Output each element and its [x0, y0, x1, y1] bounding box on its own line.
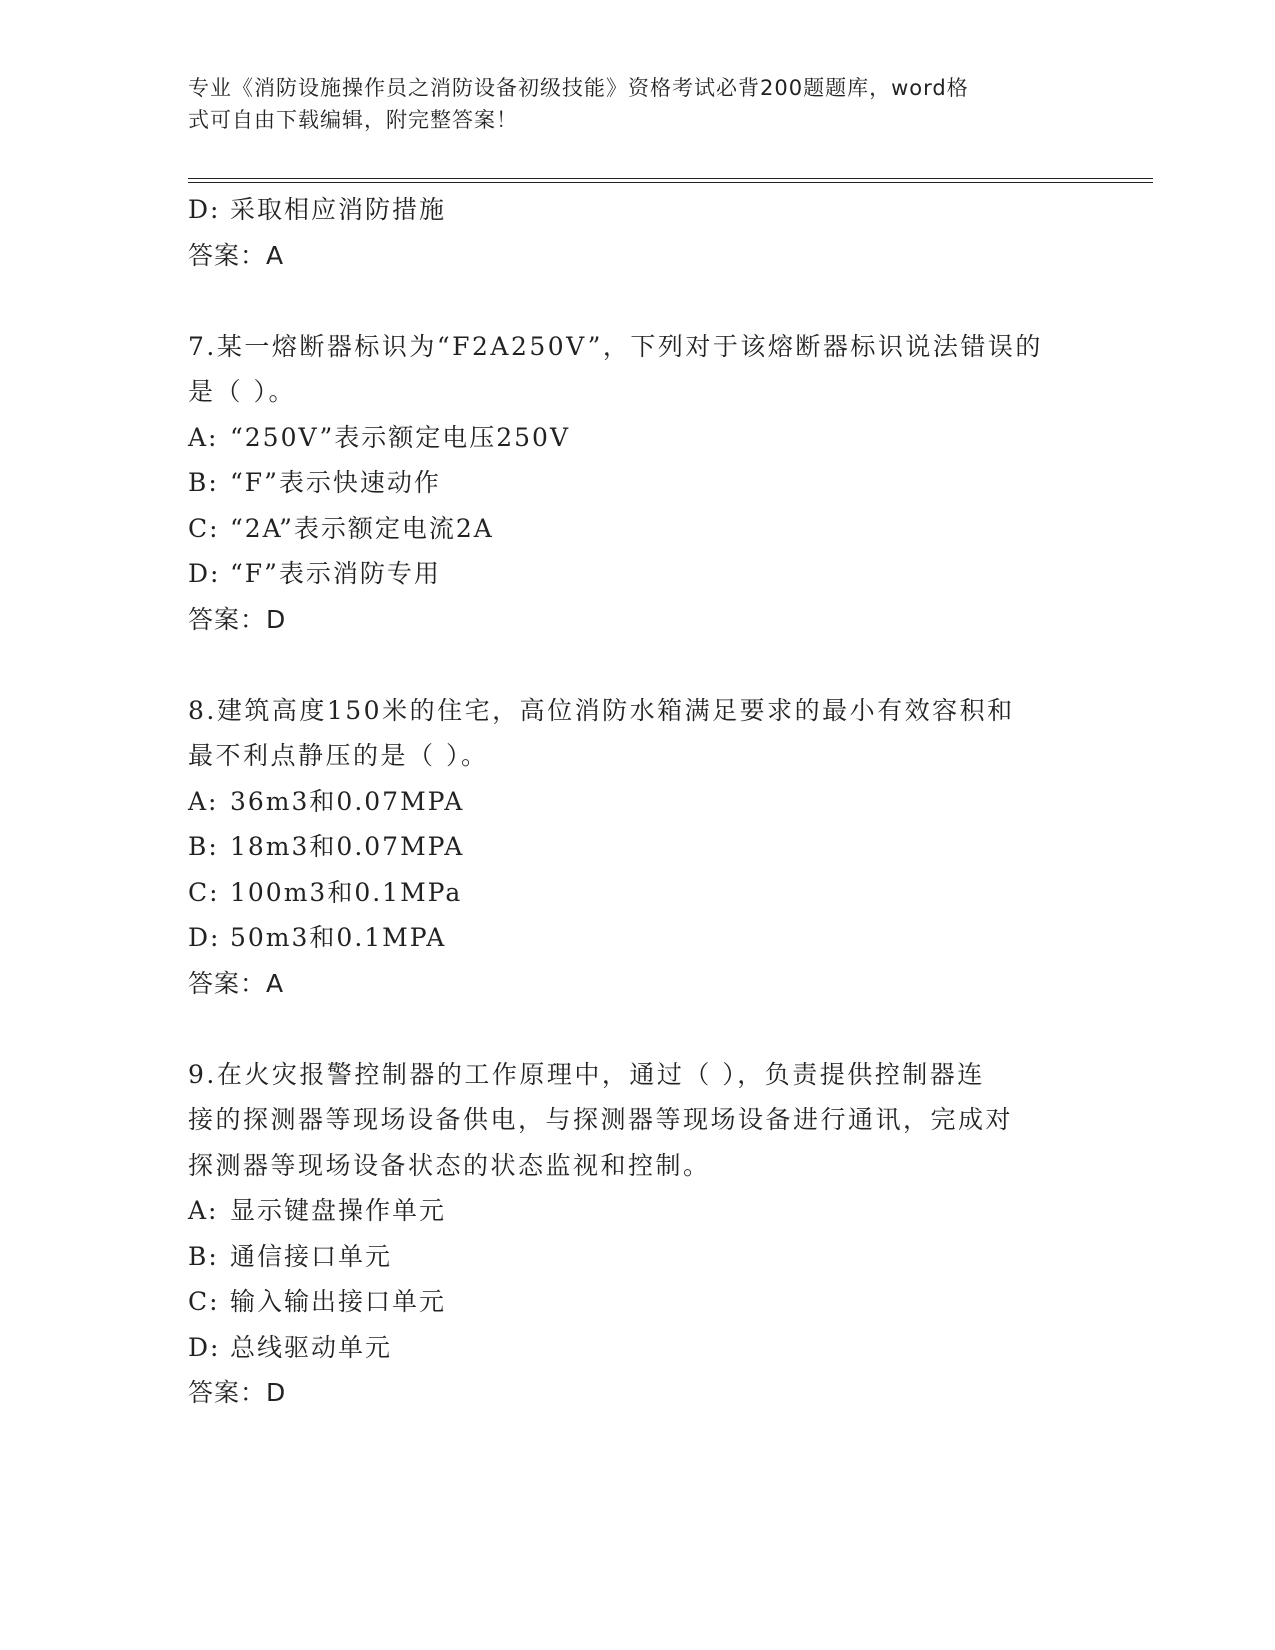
option-label: D: — [188, 195, 221, 224]
prev-answer: 答案：A — [188, 240, 285, 270]
question-8 — [188, 688, 1088, 1007]
question-text-line: 9.在火灾报警控制器的工作原理中，通过（ ），负责提供控制器连 — [188, 1059, 985, 1089]
option-label: A: — [188, 1196, 219, 1225]
question-7 — [188, 324, 1088, 643]
option-label: C: — [188, 513, 220, 543]
question-9 — [188, 1052, 1088, 1416]
option-label: B: — [188, 832, 219, 861]
option-text: “F”表示快速动作 — [230, 468, 441, 497]
option-label: A: — [188, 786, 219, 816]
question-text-line: 接的探测器等现场设备供电，与探测器等现场设备进行通讯，完成对 — [188, 1105, 1014, 1134]
option-text: “250V”表示额定电压250V — [230, 422, 571, 452]
header-line-1: 专业《消防设施操作员之消防设备初级技能》资格考试必背200题题库，word格 — [188, 76, 969, 100]
option-label: D: — [188, 923, 221, 952]
option-label: D: — [188, 559, 221, 588]
option-text: “2A”表示额定电流2A — [230, 513, 494, 543]
question-content — [188, 187, 1088, 1416]
option-label: B: — [188, 1241, 219, 1271]
question-text-line: 最不利点静压的是（ ）。 — [188, 741, 489, 770]
option-text: 通信接口单元 — [230, 1241, 393, 1271]
option-text: 36m3和0.07MPA — [230, 786, 465, 816]
option-text: 总线驱动单元 — [230, 1332, 393, 1362]
header-divider-bottom — [188, 182, 1153, 183]
option-b — [188, 1234, 1088, 1280]
option-a — [188, 1188, 1088, 1234]
option-c — [188, 1279, 1088, 1325]
answer: 答案：D — [188, 604, 287, 634]
option-text: 18m3和0.07MPA — [230, 832, 465, 861]
option-label: A: — [188, 422, 219, 452]
option-text: “F”表示消防专用 — [230, 559, 441, 588]
option-label: D: — [188, 1332, 221, 1362]
option-text: 50m3和0.1MPA — [230, 923, 447, 952]
option-c — [188, 870, 1088, 916]
option-text: 输入输出接口单元 — [230, 1287, 447, 1316]
option-d — [188, 1325, 1088, 1371]
question-text-line: 是（ ）。 — [188, 377, 296, 406]
option-b — [188, 824, 1088, 870]
option-c — [188, 506, 1088, 552]
option-b — [188, 460, 1088, 506]
question-text-line: 7.某一熔断器标识为“F2A250V”，下列对于该熔断器标识说法错误的 — [188, 331, 1043, 361]
option-label: C: — [188, 877, 220, 907]
option-a — [188, 779, 1088, 825]
answer: 答案：D — [188, 1378, 287, 1407]
header-divider-top — [188, 178, 1153, 179]
question-text-line: 8.建筑高度150米的住宅，高位消防水箱满足要求的最小有效容积和 — [188, 695, 1015, 725]
option-text: 100m3和0.1MPa — [230, 877, 463, 907]
document-header — [188, 72, 1068, 136]
option-d — [188, 915, 1088, 961]
option-d — [188, 551, 1088, 597]
option-label: B: — [188, 468, 219, 497]
header-line-2: 式可自由下载编辑，附完整答案！ — [188, 108, 518, 132]
option-a — [188, 415, 1088, 461]
question-text-line: 探测器等现场设备状态的状态监视和控制。 — [188, 1150, 711, 1180]
answer: 答案：A — [188, 968, 285, 998]
option-label: C: — [188, 1287, 220, 1316]
prev-option-d — [188, 187, 1088, 233]
option-text: 显示键盘操作单元 — [230, 1196, 447, 1225]
option-text: 采取相应消防措施 — [230, 195, 447, 224]
